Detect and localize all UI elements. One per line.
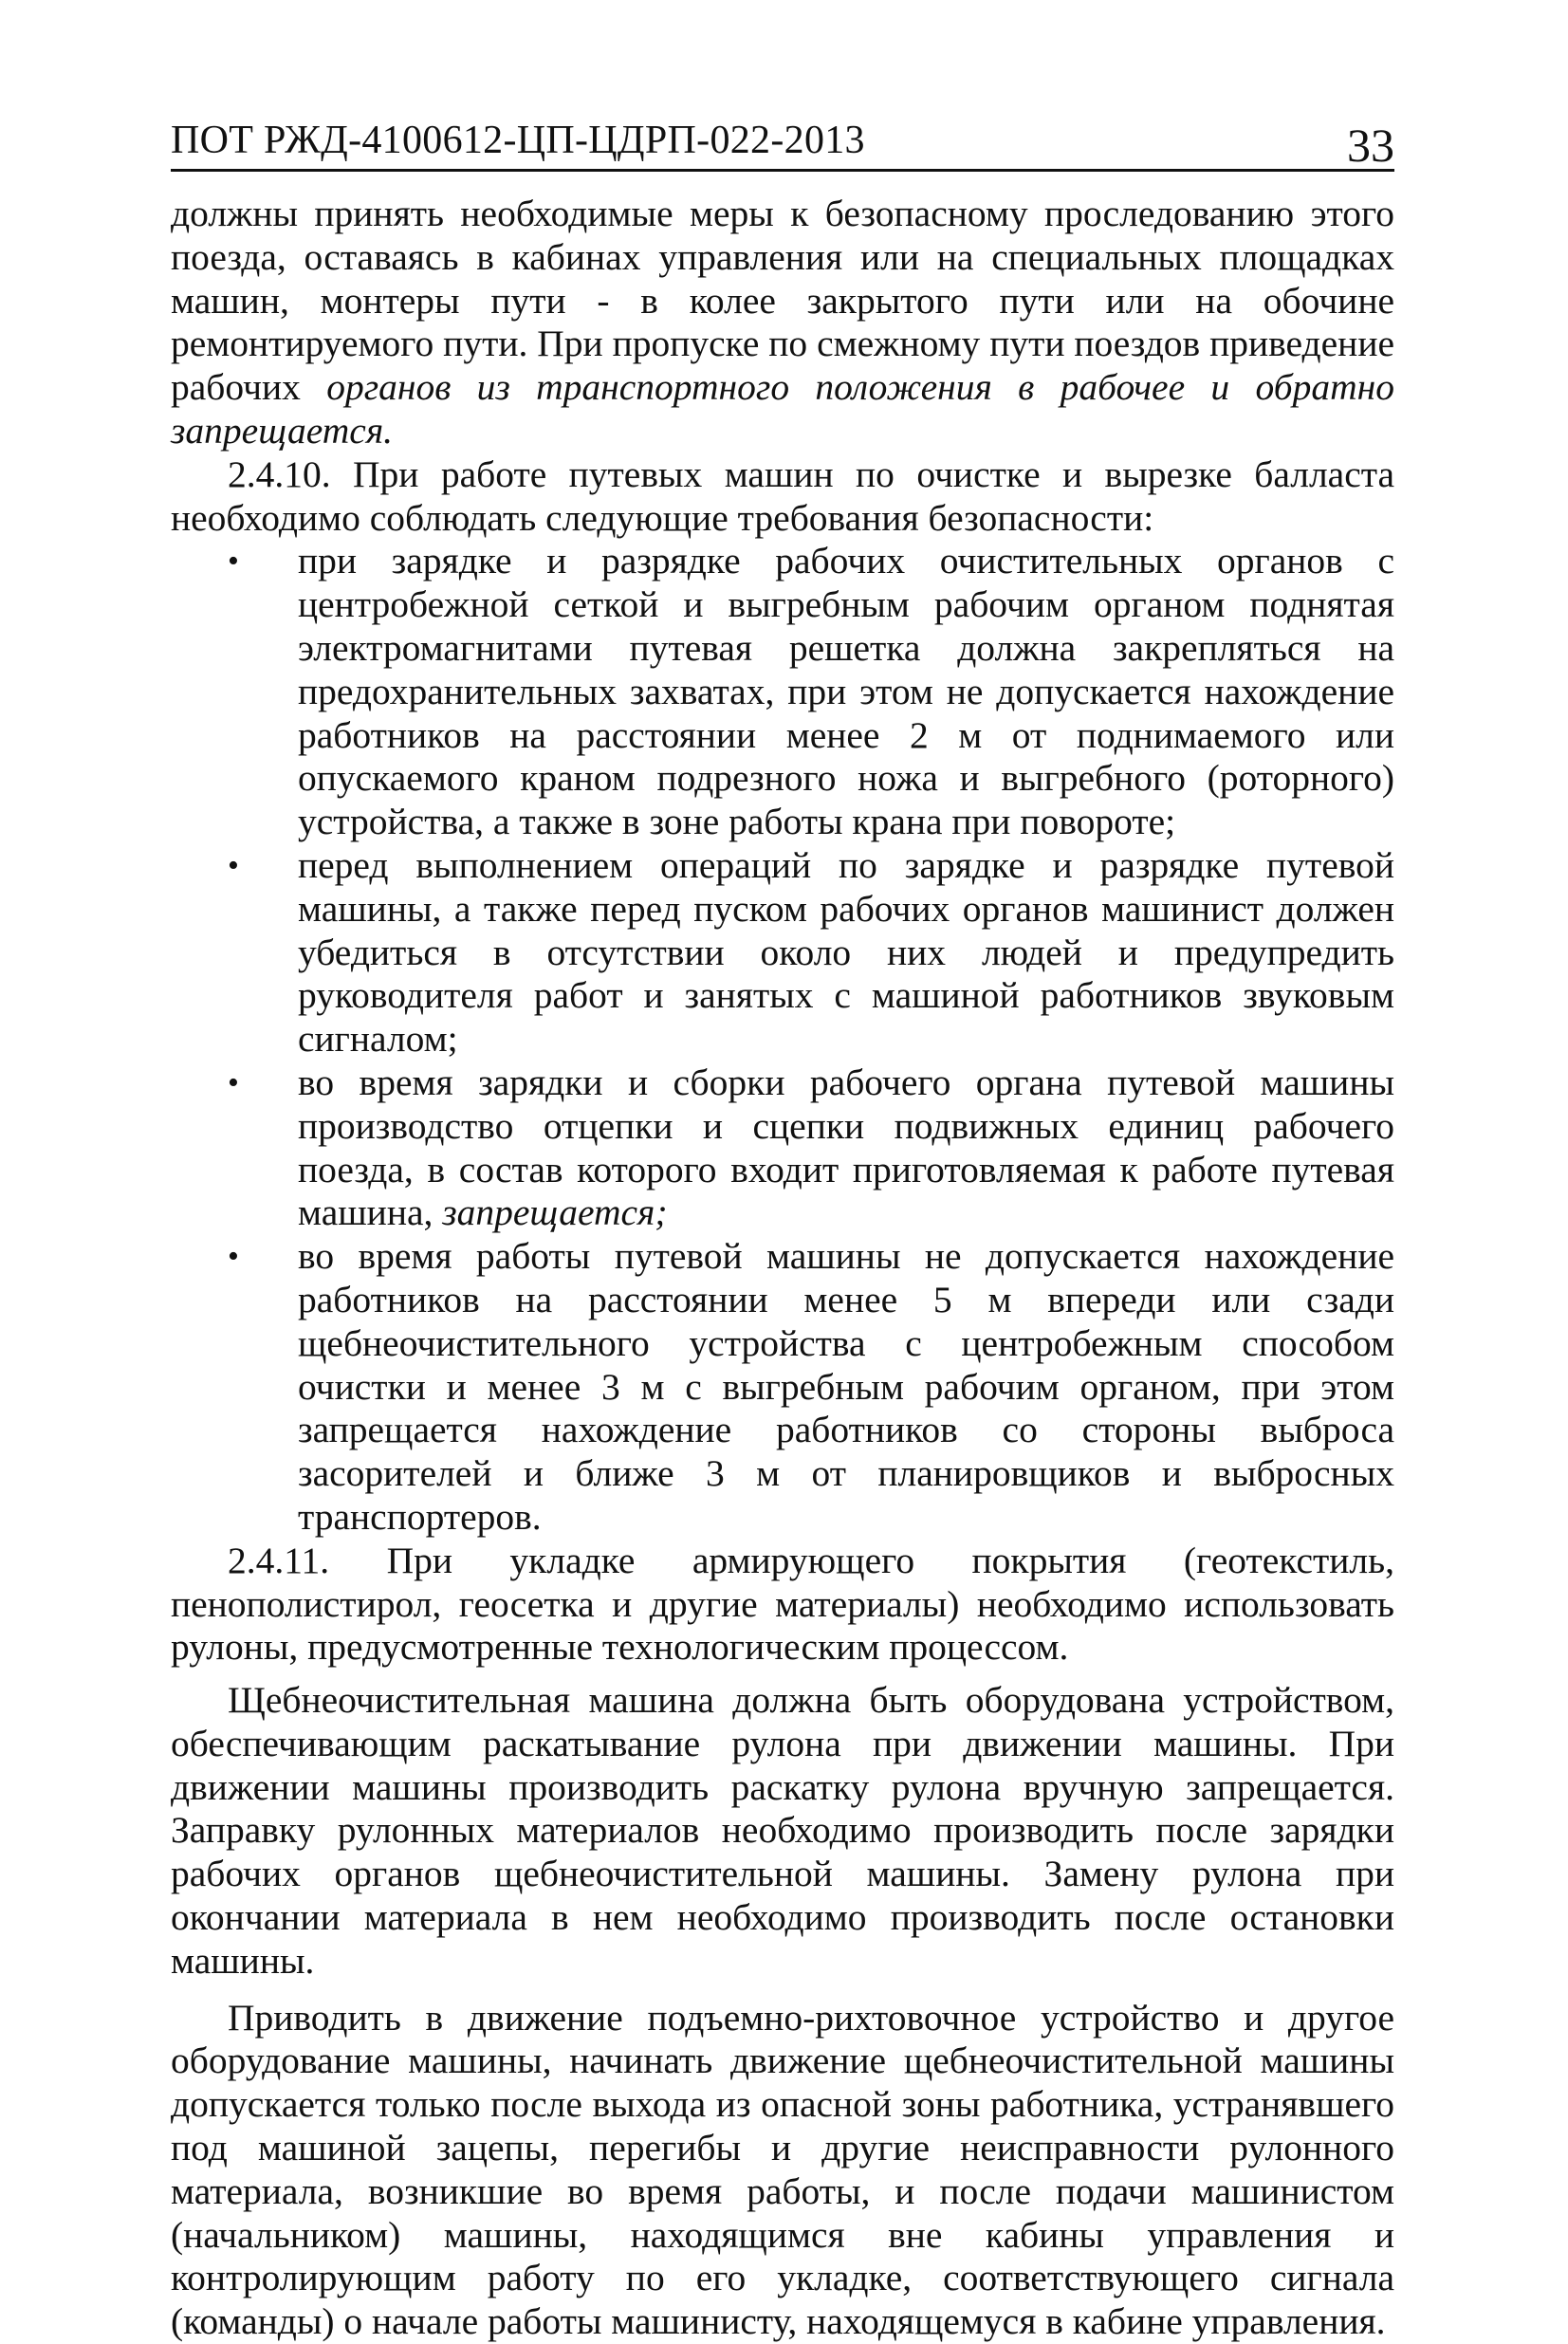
paragraph-text: должны принять необходимые меры к безопасному проследованию этого поезда, оставаясь в кабинах управления или на специальных площадках машин, монтеры пути - в колее закрытого пути или на обочине ремонтируемого пути. При пропуске по смежному пути поездов приведение рабочих — [171, 193, 1394, 409]
list-item — [171, 540, 1394, 844]
paragraph-continuation — [171, 193, 1394, 453]
page-header — [171, 102, 1394, 172]
paragraph-italic-text: органов из транспортного положения в рабочее и обратно запрещается. — [171, 366, 1394, 452]
section-2-4-11: 2.4.11. При укладке армирующего покрытия (геотекстиль, пенополистирол, геосетка и другие материалы) необходимо использовать рулоны, предусмотренные технологическим процессом. — [171, 1539, 1394, 1669]
bullet-icon: • — [228, 1064, 239, 1100]
document-code: ПОТ РЖД-4100612-ЦП-ЦДРП-022-2013 — [171, 119, 865, 162]
bullet-icon: • — [228, 1239, 239, 1275]
section-2-4-10: 2.4.10. При работе путевых машин по очистке и вырезке балласта необходимо соблюдать следующие требования безопасности: — [171, 452, 1394, 539]
paragraph-machine-equipment: Щебнеочистительная машина должна быть оборудована устройством, обеспечивающим раскатывание рулона при движении машины. При движении машины производить раскатку рулона вручную запрещается. Заправку рулонных материалов необходимо производить после зарядки рабочих органов щебнеочистительной машины. Замену рулона при окончании материала в нем необходимо производить после остановки машины. — [171, 1679, 1394, 1982]
page-content — [171, 193, 1394, 2344]
bullet-icon: • — [228, 544, 239, 580]
requirements-list — [171, 540, 1394, 1539]
bullet-icon: • — [228, 847, 239, 883]
list-item-italic-text: запрещается; — [442, 1191, 668, 1234]
list-item — [171, 844, 1394, 1061]
list-item — [171, 1235, 1394, 1540]
paragraph-machine-start: Приводить в движение подъемно-рихтовочное устройство и другое оборудование машины, начинать движение щебнеочистительной машины допускается только после выхода из опасной зоны работника, устранявшего под машиной зацепы, перегибы и другие неисправности рулонного материала, возникшие во время работы, и после подачи машинистом (начальником) машины, находящимся вне кабины управления и контролирующим работу по его укладке, соответствующего сигнала (команды) о начале работы машинисту, находящемуся в кабине управления. — [171, 1996, 1394, 2343]
page-number: 33 — [1347, 119, 1394, 172]
list-item-text: во время работы путевой машины не допускается нахождение работников на расстоянии менее 5 м впереди или сзади щебнеочистительного устройства с центробежным способом очистки и менее 3 м с выгребным рабочим органом, при этом запрещается нахождение работников со стороны выброса засорителей и ближе 3 м от планировщиков и выбросных транспортеров. — [298, 1235, 1394, 1538]
list-item-text: во время зарядки и сборки рабочего органа путевой машины производство отцепки и сцепки подвижных единиц рабочего поезда, в состав которого входит приготовляемая к работе путевая машина, — [298, 1061, 1394, 1234]
list-item — [171, 1061, 1394, 1235]
list-item-text: перед выполнением операций по зарядке и разрядке путевой машины, а также перед пуском рабочих органов машинист должен убедиться в отсутствии около них людей и предупредить руководителя работ и занятых с машиной работников звуковым сигналом; — [298, 843, 1394, 1061]
list-item-text: при зарядке и разрядке рабочих очистительных органов с центробежной сеткой и выгребным рабочим органом поднятая электромагнитами путевая решетка должна закрепляться на предохранительных захватах, при этом не допускается нахождение работников на расстоянии менее 2 м от поднимаемого или опускаемого краном подрезного ножа и выгребного (роторного) устройства, а также в зоне работы крана при повороте; — [298, 540, 1394, 843]
document-page — [171, 102, 1394, 2344]
